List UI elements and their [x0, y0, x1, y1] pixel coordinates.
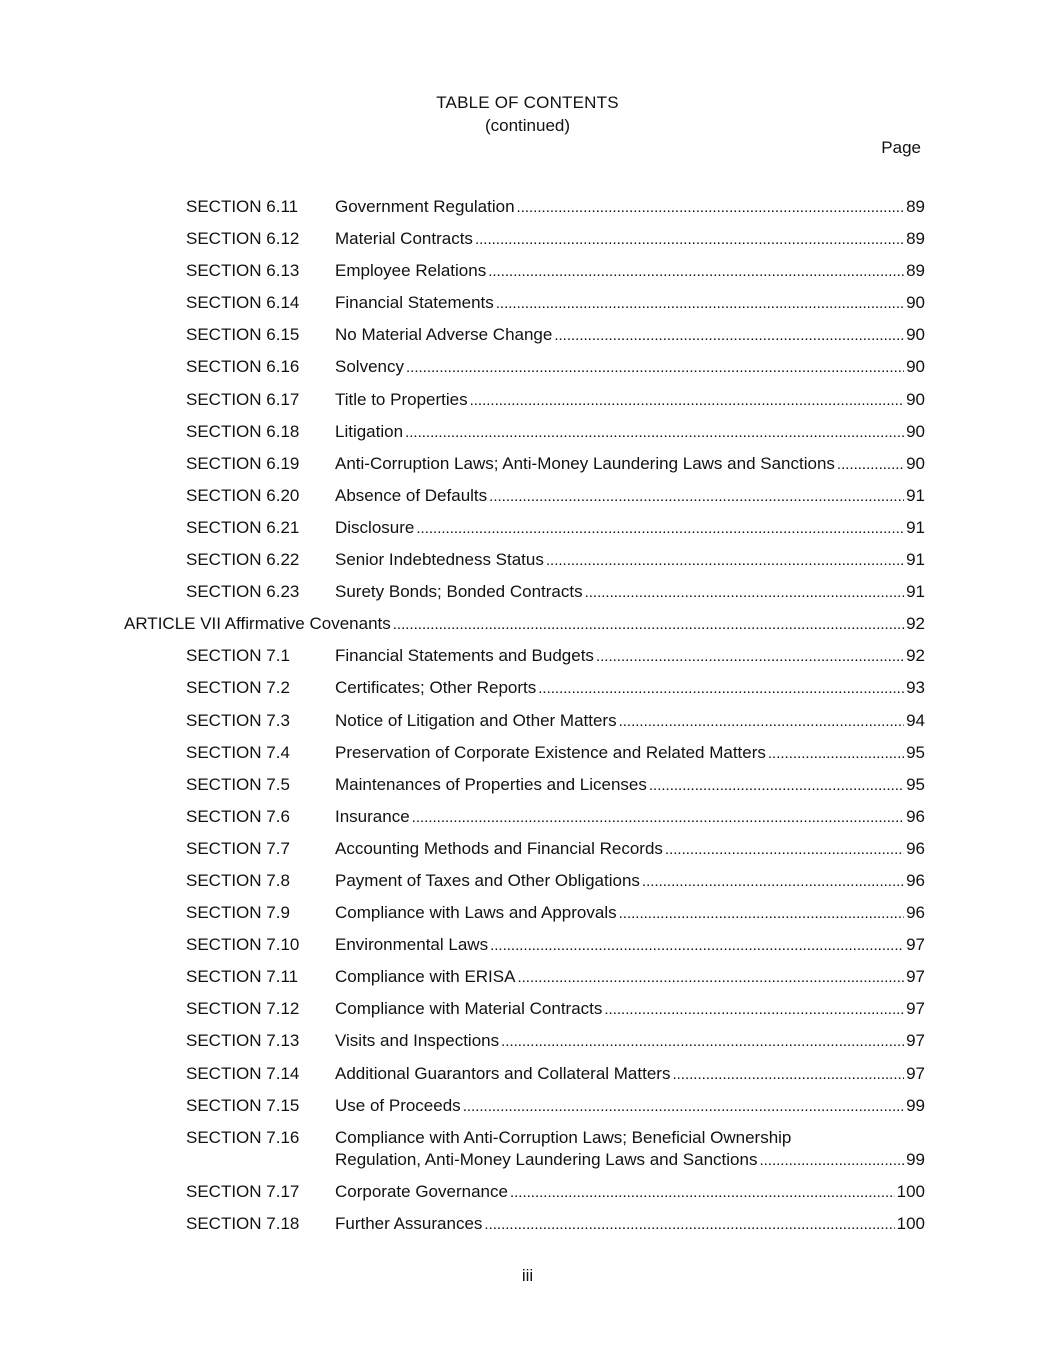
page-number: 97	[906, 967, 925, 987]
section-title: Anti-Corruption Laws; Anti-Money Laundering Laws and Sanctions	[335, 453, 835, 473]
section-title: Insurance	[335, 806, 410, 826]
section-title: Title to Properties	[335, 389, 468, 409]
section-number: SECTION 6.19	[186, 453, 300, 473]
section-number: SECTION 6.13	[186, 261, 300, 281]
section-number: SECTION 7.11	[186, 967, 299, 987]
dot-leader	[510, 1182, 895, 1204]
section-number: SECTION 6.17	[186, 389, 300, 409]
page-number: 90	[906, 421, 925, 441]
dot-leader	[517, 967, 904, 989]
section-title: Solvency	[335, 357, 404, 377]
page-number: 89	[906, 197, 925, 216]
dot-leader	[619, 903, 904, 925]
section-number: SECTION 7.9	[186, 903, 290, 923]
dot-leader	[393, 614, 904, 636]
section-number: SECTION 7.7	[186, 838, 290, 858]
toc-entry[interactable]	[0, 742, 1055, 774]
page-number: 91	[906, 485, 925, 505]
section-title: Payment of Taxes and Other Obligations	[335, 870, 640, 890]
page-number: 94	[906, 710, 925, 730]
section-number: SECTION 7.13	[186, 1031, 300, 1051]
section-title: Environmental Laws	[335, 935, 489, 955]
toc-entry[interactable]	[0, 228, 1055, 260]
toc-entry[interactable]	[0, 774, 1055, 806]
dot-leader	[604, 999, 904, 1021]
dot-leader	[642, 871, 904, 893]
section-title: Employee Relations	[335, 261, 487, 281]
page-number: 91	[906, 550, 925, 570]
section-number: SECTION 7.3	[186, 710, 290, 730]
toc-entry[interactable]	[0, 902, 1055, 934]
page-number: 99	[906, 1095, 925, 1115]
page-column-label: Page	[881, 138, 921, 157]
section-title: Maintenances of Properties and Licenses	[335, 774, 647, 794]
toc-entry[interactable]	[0, 838, 1055, 870]
page-number: 100	[896, 1181, 925, 1201]
dot-leader	[475, 229, 904, 251]
toc-article-entry[interactable]	[0, 613, 1055, 645]
section-number: SECTION 6.15	[186, 325, 300, 345]
page-number: 90	[906, 357, 925, 377]
toc-entry[interactable]	[0, 998, 1055, 1030]
section-title: Additional Guarantors and Collateral Matters	[335, 1063, 671, 1083]
dot-leader	[496, 293, 904, 315]
dot-leader	[416, 518, 904, 540]
page-number: 89	[906, 261, 925, 281]
page-number: 91	[906, 517, 925, 537]
page-number: 96	[906, 903, 925, 923]
toc-entry[interactable]	[0, 389, 1055, 421]
toc-entry[interactable]	[0, 966, 1055, 998]
section-number: SECTION 6.16	[186, 357, 300, 377]
page-number: 90	[906, 453, 925, 473]
page-number: 97	[906, 1031, 925, 1051]
page-number: 95	[906, 774, 925, 794]
section-number: SECTION 7.17	[186, 1181, 300, 1201]
dot-leader	[596, 646, 904, 668]
toc-entry[interactable]	[0, 710, 1055, 742]
section-number: SECTION 7.16	[186, 1127, 300, 1147]
section-number: SECTION 6.14	[186, 293, 300, 313]
toc-entry[interactable]	[0, 1095, 1055, 1127]
section-title: Further Assurances	[335, 1213, 483, 1233]
dot-leader	[489, 486, 904, 508]
toc-entry[interactable]	[0, 870, 1055, 902]
dot-leader	[585, 582, 904, 604]
dot-leader	[488, 261, 904, 283]
section-title: Visits and Inspections	[335, 1031, 500, 1051]
page-number: 100	[896, 1213, 925, 1233]
page-number: 91	[906, 582, 925, 602]
page-number: 90	[906, 325, 925, 345]
section-title: Disclosure	[335, 517, 415, 537]
section-title: Absence of Defaults	[335, 485, 488, 505]
section-title: Preservation of Corporate Existence and Related Matters	[335, 742, 766, 762]
section-title-line-1: Compliance with Anti-Corruption Laws; Beneficial Ownership	[335, 1127, 792, 1147]
section-number: SECTION 7.15	[186, 1095, 300, 1115]
section-number: SECTION 7.4	[186, 742, 290, 762]
page-number: 96	[906, 838, 925, 858]
section-title: Senior Indebtedness Status	[335, 550, 544, 570]
section-title: Corporate Governance	[335, 1181, 508, 1201]
section-number: SECTION 6.11	[186, 197, 299, 216]
section-title: Financial Statements	[335, 293, 494, 313]
toc-entry[interactable]	[0, 260, 1055, 292]
dot-leader	[759, 1150, 904, 1172]
toc-entry[interactable]	[0, 549, 1055, 581]
section-title: Compliance with ERISA	[335, 967, 516, 987]
section-number: SECTION 7.18	[186, 1213, 300, 1233]
section-number: SECTION 6.20	[186, 485, 300, 505]
section-number: SECTION 6.12	[186, 229, 300, 249]
toc-entry[interactable]	[0, 934, 1055, 966]
toc-entry[interactable]	[0, 1181, 1055, 1213]
page-number: 92	[906, 646, 925, 666]
page-number: 99	[906, 1149, 925, 1169]
section-number: SECTION 6.22	[186, 550, 300, 570]
section-number: SECTION 7.8	[186, 870, 290, 890]
section-title: Use of Proceeds	[335, 1095, 461, 1115]
dot-leader	[768, 743, 904, 765]
toc-entry[interactable]	[0, 517, 1055, 549]
page-number: 90	[906, 293, 925, 313]
section-title: Material Contracts	[335, 229, 473, 249]
section-title-line-2: Regulation, Anti-Money Laundering Laws and Sanctions	[335, 1149, 758, 1169]
section-title: Surety Bonds; Bonded Contracts	[335, 582, 583, 602]
page-number: 97	[906, 999, 925, 1019]
section-title: No Material Adverse Change	[335, 325, 553, 345]
dot-leader	[649, 775, 904, 797]
toc-entry[interactable]	[0, 581, 1055, 613]
section-title: Compliance with Material Contracts	[335, 999, 603, 1019]
toc-entry[interactable]	[0, 292, 1055, 324]
dot-leader	[470, 390, 904, 412]
page-number: 96	[906, 806, 925, 826]
toc-entry[interactable]	[0, 324, 1055, 356]
toc-entry[interactable]	[0, 1030, 1055, 1062]
page-number: 95	[906, 742, 925, 762]
section-title: Government Regulation	[335, 197, 515, 216]
page-number: 89	[906, 229, 925, 249]
dot-leader	[412, 807, 904, 829]
toc-entry[interactable]	[0, 806, 1055, 838]
toc-subtitle: (continued)	[484, 116, 571, 135]
toc-entry[interactable]	[0, 1127, 1055, 1181]
toc-entry[interactable]	[0, 645, 1055, 677]
page-number: 93	[906, 678, 925, 698]
toc-entry[interactable]	[0, 196, 1055, 228]
page-number: 90	[906, 389, 925, 409]
dot-leader	[619, 711, 904, 733]
toc-entry[interactable]	[0, 421, 1055, 453]
section-number: SECTION 7.5	[186, 774, 290, 794]
toc-entry[interactable]	[0, 453, 1055, 485]
page-number: 97	[906, 935, 925, 955]
section-title: Certificates; Other Reports	[335, 678, 537, 698]
article-title: ARTICLE VII Affirmative Covenants	[124, 614, 391, 634]
section-title: Litigation	[335, 421, 404, 441]
dot-leader	[406, 357, 904, 379]
dot-leader	[405, 422, 904, 444]
dot-leader	[538, 678, 904, 700]
dot-leader	[837, 454, 904, 476]
page-number: 92	[906, 614, 925, 634]
toc-title: TABLE OF CONTENTS	[436, 93, 619, 112]
page-number: 97	[906, 1063, 925, 1083]
toc-entry[interactable]	[0, 677, 1055, 709]
section-number: SECTION 7.10	[186, 935, 300, 955]
section-title: Notice of Litigation and Other Matters	[335, 710, 617, 730]
section-number: SECTION 7.12	[186, 999, 300, 1019]
dot-leader	[490, 935, 904, 957]
toc-entry[interactable]	[0, 1213, 1055, 1245]
dot-leader	[546, 550, 904, 572]
dot-leader	[672, 1064, 904, 1086]
section-number: SECTION 7.14	[186, 1063, 300, 1083]
dot-leader	[554, 325, 904, 347]
section-title: Financial Statements and Budgets	[335, 646, 594, 666]
dot-leader	[501, 1031, 904, 1053]
toc-entry[interactable]	[0, 485, 1055, 517]
page-number: 96	[906, 870, 925, 890]
section-number: SECTION 6.18	[186, 421, 300, 441]
section-title: Compliance with Laws and Approvals	[335, 903, 617, 923]
dot-leader	[484, 1214, 894, 1236]
page-footer-number: iii	[521, 1266, 534, 1285]
toc-entry[interactable]	[0, 1063, 1055, 1095]
dot-leader	[517, 197, 905, 219]
section-number: SECTION 6.23	[186, 582, 300, 602]
section-number: SECTION 7.1	[186, 646, 290, 666]
section-title: Accounting Methods and Financial Records	[335, 838, 663, 858]
toc-list	[0, 196, 1055, 1245]
section-number: SECTION 7.6	[186, 806, 290, 826]
dot-leader	[665, 839, 904, 861]
section-number: SECTION 6.21	[186, 517, 300, 537]
dot-leader	[463, 1096, 904, 1118]
toc-entry[interactable]	[0, 356, 1055, 388]
section-number: SECTION 7.2	[186, 678, 290, 698]
